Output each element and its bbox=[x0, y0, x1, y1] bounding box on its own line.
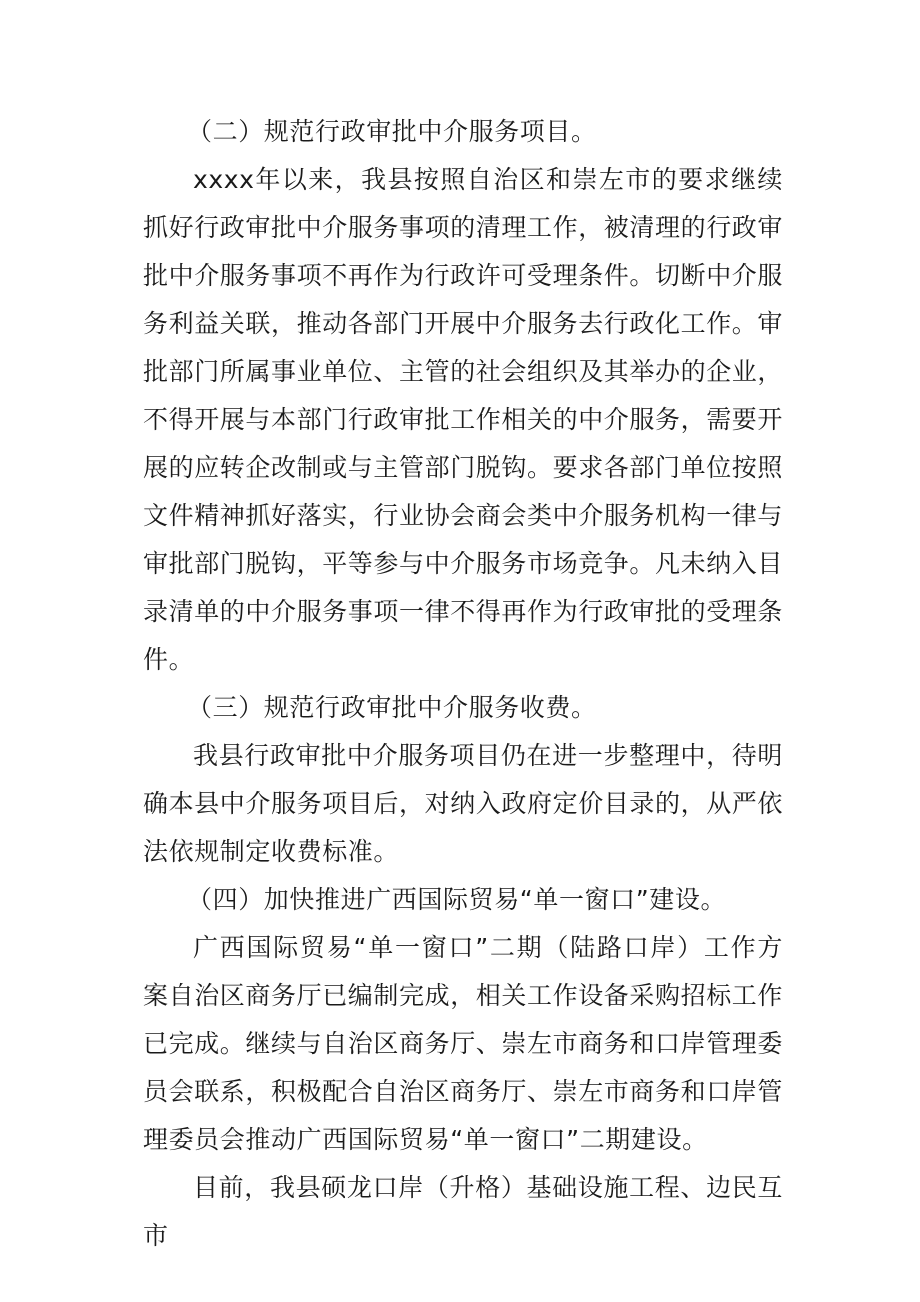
paragraph: 目前，我县硕龙口岸（升格）基础设施工程、边民互市 bbox=[143, 1173, 783, 1250]
section-heading-3: （三）规范行政审批中介服务收费。 bbox=[187, 693, 597, 722]
paragraph: 我县行政审批中介服务项目仍在进一步整理中，待明确本县中介服务项目后，对纳入政府定价目录的，从严依法依规制定收费标准。 bbox=[143, 741, 784, 866]
paragraph: xxxx年以来，我县按照自治区和崇左市的要求继续抓好行政审批中介服务事项的清理工作，被清理的行政审批中介服务事项不再作为行政许可受理条件。切断中介服务利益关联，推动各部门开展中介服务去行政化工作。审批部门所属事业单位、主管的社会组织及其举办的企业，不得开展与本部门行政审批工作相关的中介服务，需要开展的应转企改制或与主管部门脱钩。要求各部门单位按照文件精神抓好落实，行业协会商会类中介服务机构一律与审批部门脱钩，平等参与中介服务市场竞争。凡未纳入目录清单的中介服务事项一律不得再作为行政审批的受理条件。 bbox=[143, 165, 784, 674]
section-heading-4: （四）加快推进广西国际贸易“单一窗口”建设。 bbox=[187, 885, 727, 914]
paragraph: 广西国际贸易“单一窗口”二期（陆路口岸）工作方案自治区商务厅已编制完成，相关工作设备采购招标工作已完成。继续与自治区商务厅、崇左市商务和口岸管理委员会联系，积极配合自治区商务厅、崇左市商务和口岸管理委员会推动广西国际贸易“单一窗口”二期建设。 bbox=[143, 933, 784, 1154]
section-heading-2: （二）规范行政审批中介服务项目。 bbox=[187, 117, 597, 146]
document-body bbox=[143, 108, 783, 1260]
